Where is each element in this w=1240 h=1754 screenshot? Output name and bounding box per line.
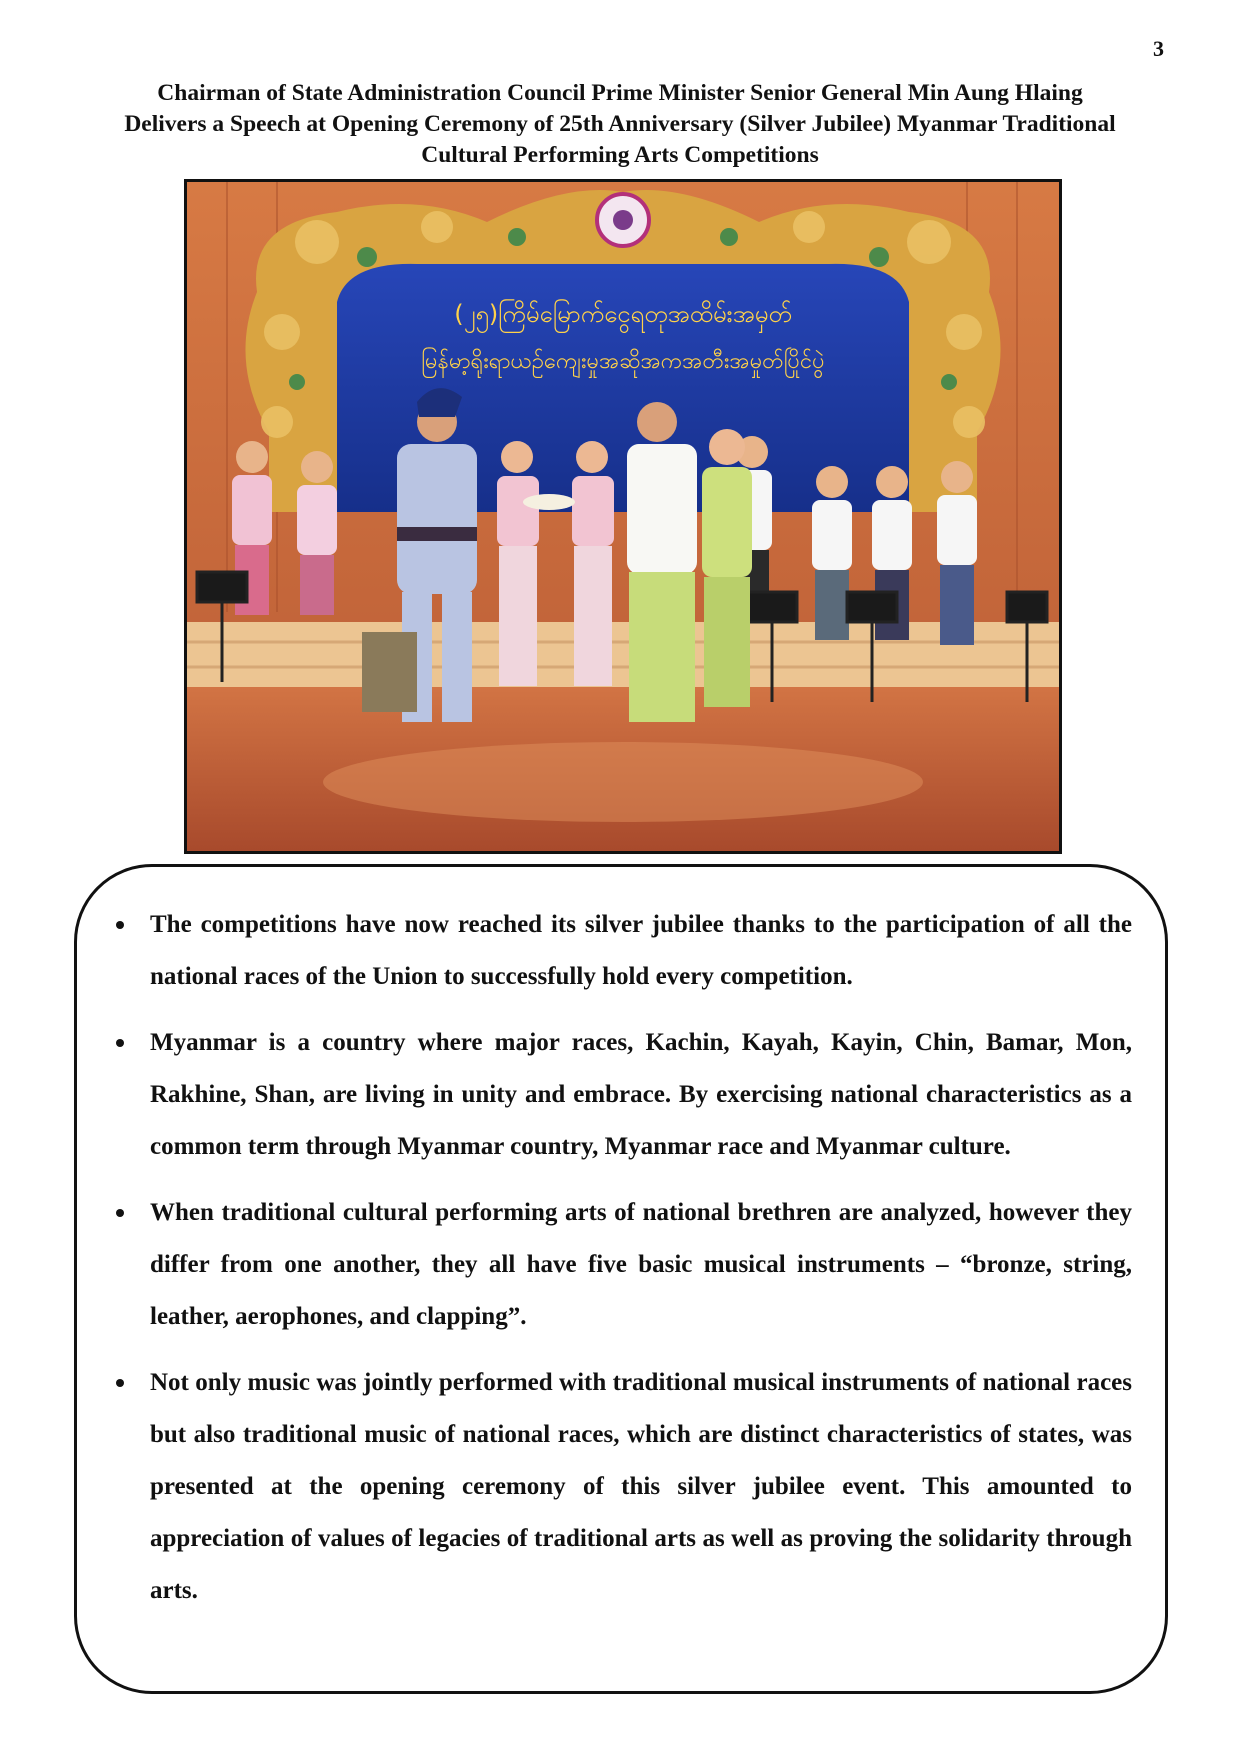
bullet-dot [116,1209,124,1217]
article-title [60,78,1180,171]
bullet-dot [116,1039,124,1047]
bullet-dot [116,1379,124,1387]
bullet-item [150,1017,1132,1173]
bullet-dot [116,921,124,929]
bullet-item [150,1187,1132,1343]
ceremony-photo-illustration [187,182,1059,851]
page-number: 3 [1153,36,1164,61]
key-points-list [150,899,1132,1631]
bullet-text: When traditional cultural performing arts of national brethren are analyzed, however they differ from one another, they all have five basic musical instruments – “bronze, string, leather, aerophones, and clapping”. [150,1199,1132,1330]
bullet-text: Myanmar is a country where major races, Kachin, Kayah, Kayin, Chin, Bamar, Mon, Rakhine, Shan, are living in unity and embrace. By exercising national characteristics as a common term through Myanmar country, Myanmar race and Myanmar culture. [150,1029,1132,1160]
bullet-item [150,899,1132,1003]
banner-text-line-1: (၂၅)ကြိမ်မြောက်ငွေရတုအထိမ်းအမှတ် [454,300,792,328]
ceremony-photo [184,179,1062,854]
bullet-item [150,1357,1132,1617]
bullet-text: The competitions have now reached its silver jubilee thanks to the participation of all the national races of the Union to successfully hold every competition. [150,911,1132,990]
title-line-3: Cultural Performing Arts Competitions [421,142,819,168]
title-line-1: Chairman of State Administration Council Prime Minister Senior General Min Aung Hlaing [157,80,1083,106]
banner-text-line-2: မြန်မာ့ရိုးရာယဉ်ကျေးမှုအဆိုအကအတီးအမှုတ်ပြိုင်ပွဲ [421,349,825,374]
title-line-2: Delivers a Speech at Opening Ceremony of 25th Anniversary (Silver Jubilee) Myanmar Traditional [124,111,1116,137]
bullet-text: Not only music was jointly performed with traditional musical instruments of national races but also traditional music of national races, which are distinct characteristics of states, was presented at the opening ceremony of this silver jubilee event. This amounted to appreciation of values of legacies of traditional arts as well as proving the solidarity through arts. [150,1369,1132,1604]
